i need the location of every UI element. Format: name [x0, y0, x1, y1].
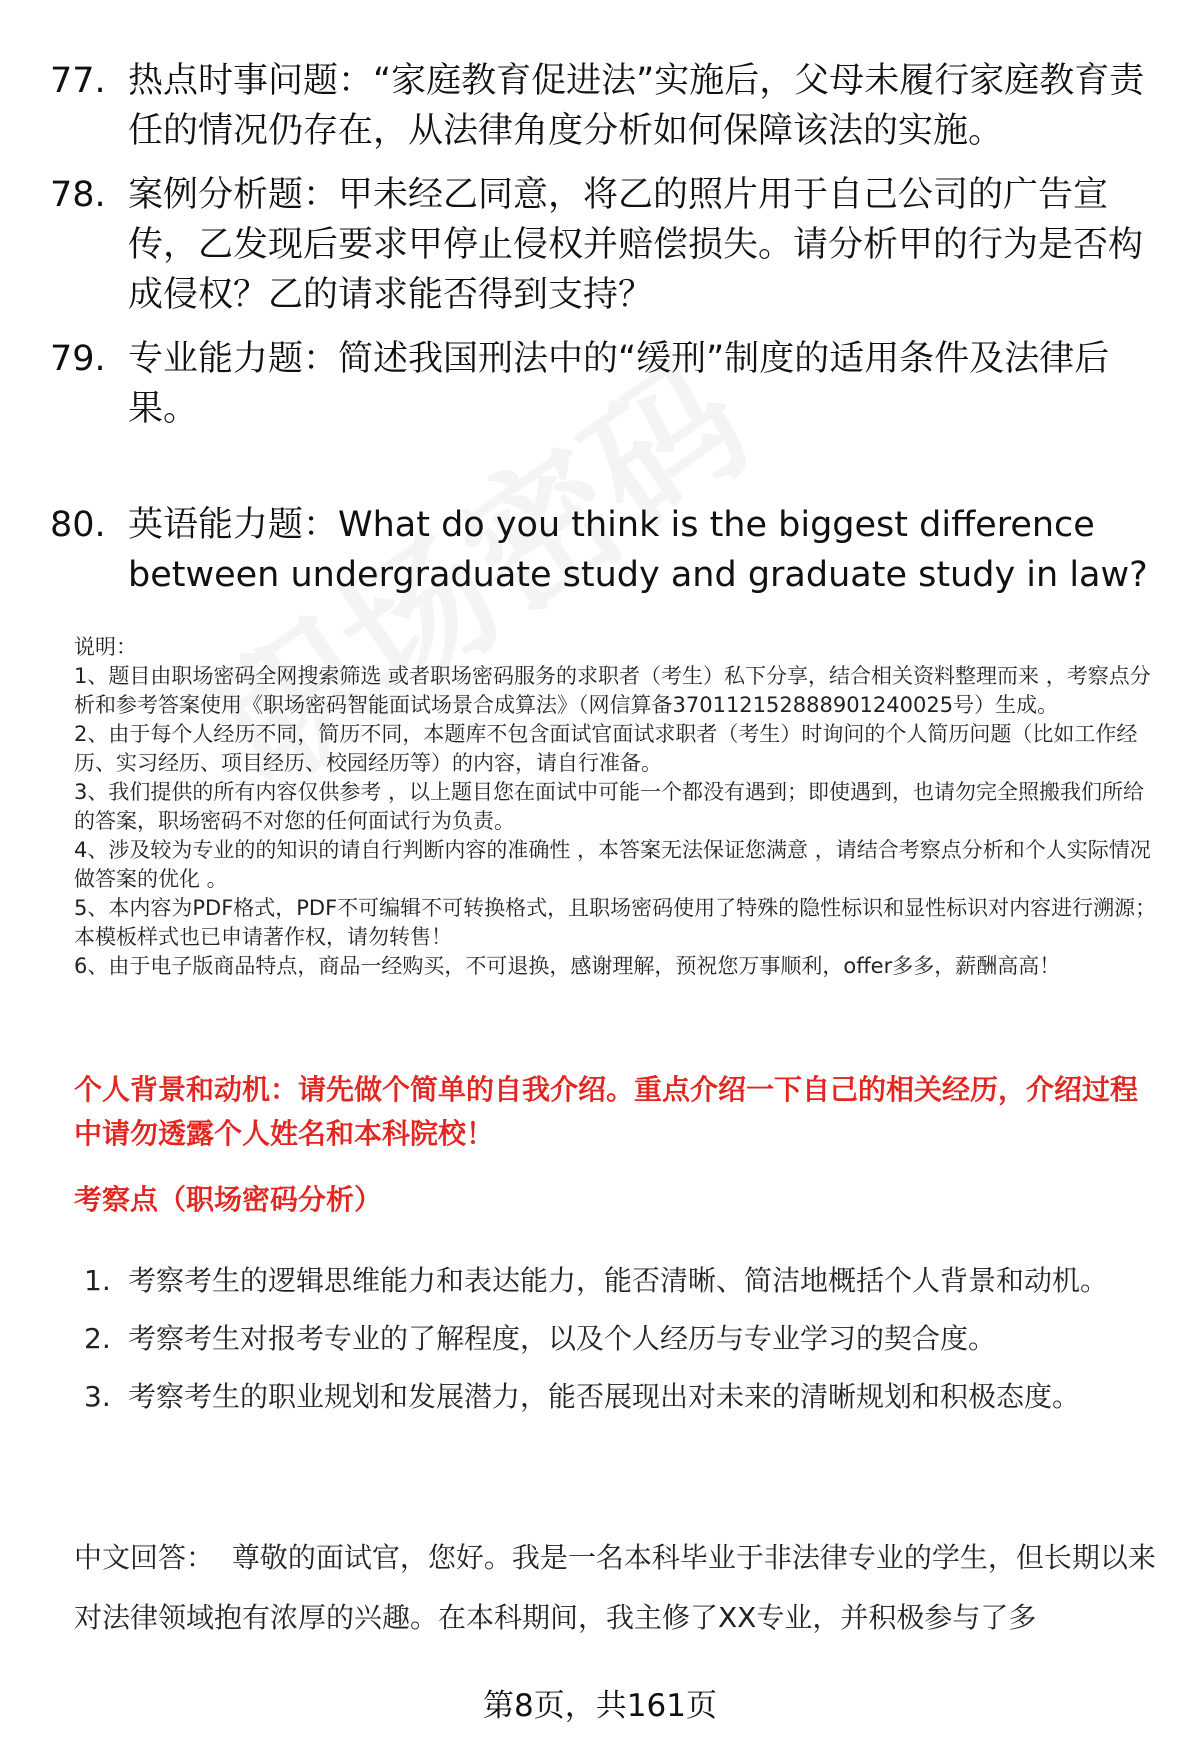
list-text: 考察考生的逻辑思维能力和表达能力，能否清晰、简洁地概括个人背景和动机。	[128, 1264, 1109, 1297]
answer-text: 尊敬的面试官，您好。我是一名本科毕业于非法律专业的学生，但长期以来对法律领域抱有浓厚的兴趣。在本科期间，我主修了XX专业，并积极参与了多	[74, 1541, 1156, 1634]
question-80	[50, 500, 1160, 600]
question-78	[50, 170, 1160, 320]
analysis-heading: 考察点（职场密码分析）	[74, 1183, 383, 1216]
question-text: 案例分析题：甲未经乙同意，将乙的照片用于自己公司的广告宣传，乙发现后要求甲停止侵权并赔偿损失。请分析甲的行为是否构成侵权？乙的请求能否得到支持？	[128, 175, 1144, 315]
list-item	[84, 1252, 1164, 1310]
notes-section	[74, 633, 1164, 981]
question-77	[50, 56, 1160, 156]
answer-label: 中文回答：	[74, 1541, 215, 1574]
note-item: 6、由于电子版商品特点，商品一经购买，不可退换，感谢理解，预祝您万事顺利，offer多多，薪酬高高！	[74, 954, 1061, 978]
note-item: 5、本内容为PDF格式，PDF不可编辑不可转换格式，且职场密码使用了特殊的隐性标识和显性标识对内容进行溯源；本模板样式也已申请著作权，请勿转售！	[74, 896, 1157, 949]
page-number: 第8页，共161页	[483, 1688, 717, 1724]
note-item: 1、题目由职场密码全网搜索筛选 或者职场密码服务的求职者（考生）私下分享，结合相关资料整理而来 ，考察点分析和参考答案使用《职场密码智能面试场景合成算法》（网信算备370112152888901240025号）生成。	[74, 664, 1151, 717]
list-text: 考察考生的职业规划和发展潜力，能否展现出对未来的清晰规划和积极态度。	[128, 1380, 1081, 1413]
note-item: 2、由于每个人经历不同，简历不同，本题库不包含面试官面试求职者（考生）时询问的个人简历问题（比如工作经历、实习经历、项目经历、校园经历等）的内容，请自行准备。	[74, 722, 1138, 775]
question-number: 77.	[50, 61, 106, 101]
list-number: 3.	[84, 1380, 111, 1413]
note-item: 3、我们提供的所有内容仅供参考 ，以上题目您在面试中可能一个都没有遇到；即使遇到，也请勿完全照搬我们所给的答案，职场密码不对您的任何面试行为负责。	[74, 780, 1145, 833]
list-item	[84, 1368, 1164, 1426]
question-text: 专业能力题：简述我国刑法中的“缓刑”制度的适用条件及法律后果。	[128, 339, 1110, 429]
note-item: 4、涉及较为专业的的知识的请自行判断内容的准确性 ，本答案无法保证您满意 ，请结合考察点分析和个人实际情况做答案的优化 。	[74, 838, 1151, 891]
list-item	[84, 1310, 1164, 1368]
question-number: 80.	[50, 505, 106, 545]
answer-paragraph	[74, 1528, 1160, 1648]
list-number: 1.	[84, 1264, 111, 1297]
list-text: 考察考生对报考专业的了解程度，以及个人经历与专业学习的契合度。	[128, 1322, 997, 1355]
question-number: 78.	[50, 175, 106, 215]
background-question: 个人背景和动机：请先做个简单的自我介绍。重点介绍一下自己的相关经历，介绍过程中请勿透露个人姓名和本科院校！	[74, 1073, 1139, 1150]
analysis-points	[84, 1252, 1164, 1426]
question-number: 79.	[50, 339, 106, 379]
list-number: 2.	[84, 1322, 111, 1355]
question-text: 热点时事问题：“家庭教育促进法”实施后，父母未履行家庭教育责任的情况仍存在，从法律角度分析如何保障该法的实施。	[128, 61, 1145, 151]
question-text: 英语能力题：What do you think is the biggest difference between undergraduate study and graduate study in law?	[128, 505, 1148, 595]
question-79	[50, 334, 1160, 434]
notes-title: 说明：	[74, 635, 137, 659]
